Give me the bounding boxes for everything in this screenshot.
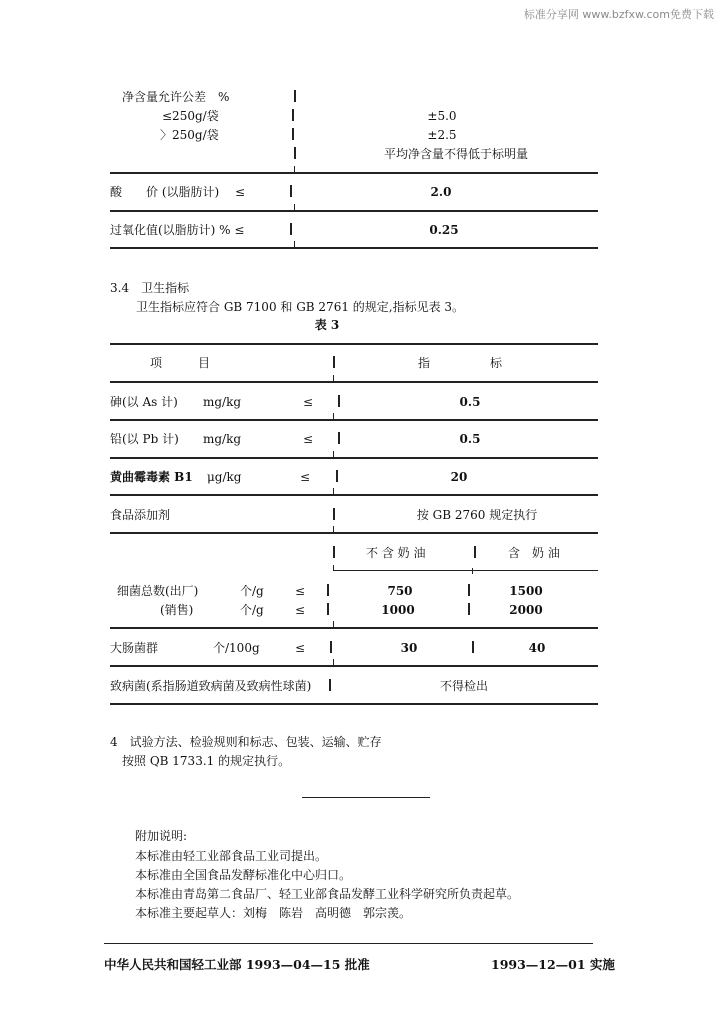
le-sign: ≤ (300, 470, 311, 484)
header-item: 项 目 (150, 356, 211, 370)
section-4-heading: 4 试验方法、检验规则和标志、包装、运输、贮存 (110, 735, 382, 749)
sub-rule (333, 570, 598, 571)
col-separator (472, 641, 474, 653)
le-sign: ≤ (303, 395, 314, 409)
col-separator (330, 641, 332, 653)
col-separator (329, 679, 331, 691)
peroxide-label: 过氧化值(以脂肪计) % ≤ (110, 223, 245, 237)
pathogen-value: 不得检出 (439, 679, 489, 693)
col-separator (290, 223, 292, 235)
le-sign: ≤ (295, 603, 306, 617)
effective-date: 1993—12—01 实施 (491, 957, 615, 972)
bacteria-sale-label: (销售) (160, 603, 194, 617)
le-sign: ≤ (295, 584, 306, 598)
appendix-line: 本标准主要起草人：刘梅 陈岩 高明德 郭宗羡。 (135, 906, 412, 920)
col-separator (333, 356, 335, 368)
acid-value: 2.0 (430, 185, 452, 199)
col-separator (338, 395, 340, 407)
row-tick (333, 621, 334, 627)
aflatoxin-label: 黄曲霉毒素 B1 (110, 470, 193, 484)
net-row2-label: 〉250g/袋 (160, 128, 219, 142)
table-rule (110, 703, 598, 705)
header-index: 指 标 (418, 356, 503, 370)
lead-unit: mg/kg (203, 432, 242, 446)
row-tick (294, 204, 295, 210)
col-separator (338, 432, 340, 444)
bacteria-factory-butter: 1500 (509, 584, 543, 598)
col-separator (333, 546, 335, 558)
table-rule (110, 494, 598, 496)
table-rule (110, 172, 598, 174)
col-separator (292, 109, 294, 121)
col-separator (294, 147, 296, 159)
lead-value: 0.5 (459, 432, 481, 446)
coliform-butter: 40 (528, 641, 546, 655)
table-rule (110, 210, 598, 212)
net-content-label: 净含量允许公差 % (122, 90, 230, 104)
bacteria-unit: 个/g (240, 584, 264, 598)
bacteria-unit: 个/g (240, 603, 264, 617)
col-separator (327, 584, 329, 596)
net-row2-value: ±2.5 (427, 128, 457, 142)
net-note: 平均净含量不得低于标明量 (383, 147, 529, 161)
peroxide-value: 0.25 (429, 223, 459, 237)
row-tick (333, 565, 334, 571)
row-tick (333, 488, 334, 494)
row-tick (294, 241, 295, 247)
row-tick (333, 526, 334, 532)
aflatoxin-unit: μg/kg (207, 470, 242, 484)
section-4-body: 按照 QB 1733.1 的规定执行。 (122, 754, 291, 768)
coliform-unit: 个/100g (213, 641, 260, 655)
bacteria-sale-butter: 2000 (509, 603, 543, 617)
row-tick (333, 659, 334, 665)
row-tick (294, 166, 295, 172)
bacteria-factory-no-butter: 750 (387, 584, 413, 598)
col-butter: 含 奶 油 (508, 546, 560, 560)
table-rule (110, 665, 598, 667)
col-separator (333, 508, 335, 520)
table-rule (110, 627, 598, 629)
acid-value-label: 酸 价 (以脂肪计) ≤ (110, 185, 246, 199)
approval-date: 中华人民共和国轻工业部 1993—04—15 批准 (104, 957, 370, 972)
arsenic-unit: mg/kg (203, 395, 242, 409)
le-sign: ≤ (295, 641, 306, 655)
coliform-label: 大肠菌群 (110, 641, 159, 655)
col-separator (327, 603, 329, 615)
row-tick (333, 451, 334, 457)
table-3-title: 表 3 (314, 318, 340, 332)
appendix-line: 本标准由全国食品发酵标准化中心归口。 (135, 868, 352, 882)
col-separator (290, 185, 292, 197)
coliform-no-butter: 30 (400, 641, 418, 655)
col-separator (292, 128, 294, 140)
appendix-line: 本标准由青岛第二食品厂、轻工业部食品发酵工业科学研究所负责起草。 (135, 887, 520, 901)
col-separator (474, 546, 476, 558)
le-sign: ≤ (303, 432, 314, 446)
bacteria-label: 细菌总数(出厂) (117, 584, 199, 598)
row-tick (472, 568, 473, 574)
pathogen-label: 致病菌(系指肠道致病菌及致病性球菌) (110, 679, 312, 693)
col-no-butter: 不 含 奶 油 (366, 546, 426, 560)
row-tick (333, 375, 334, 381)
arsenic-value: 0.5 (459, 395, 481, 409)
table-rule (110, 247, 598, 249)
row-tick (333, 413, 334, 419)
watermark: 标准分享网 www.bzfxw.com免费下载 (523, 8, 714, 21)
table-rule (110, 457, 598, 459)
appendix-line: 本标准由轻工业部食品工业司提出。 (135, 849, 328, 863)
section-3-4-heading: 3.4 卫生指标 (110, 281, 190, 295)
additive-label: 食品添加剂 (110, 508, 171, 522)
arsenic-label: 砷(以 As 计) (110, 395, 178, 409)
end-rule (302, 797, 430, 798)
bacteria-sale-no-butter: 1000 (381, 603, 415, 617)
section-3-4-intro: 卫生指标应符合 GB 7100 和 GB 2761 的规定,指标见表 3。 (136, 300, 465, 314)
table-rule (110, 381, 598, 383)
appendix-title: 附加说明: (135, 829, 188, 843)
net-row1-value: ±5.0 (427, 109, 457, 123)
col-separator (336, 470, 338, 482)
net-row1-label: ≤250g/袋 (162, 109, 219, 123)
footer-rule (104, 943, 593, 944)
table-rule (110, 343, 598, 345)
additive-value: 按 GB 2760 规定执行 (416, 508, 538, 522)
aflatoxin-value: 20 (450, 470, 468, 484)
table-rule (110, 419, 598, 421)
col-separator (468, 584, 470, 596)
col-separator (468, 603, 470, 615)
lead-label: 铅(以 Pb 计) (110, 432, 179, 446)
table-rule (110, 532, 598, 534)
col-separator (294, 90, 296, 102)
